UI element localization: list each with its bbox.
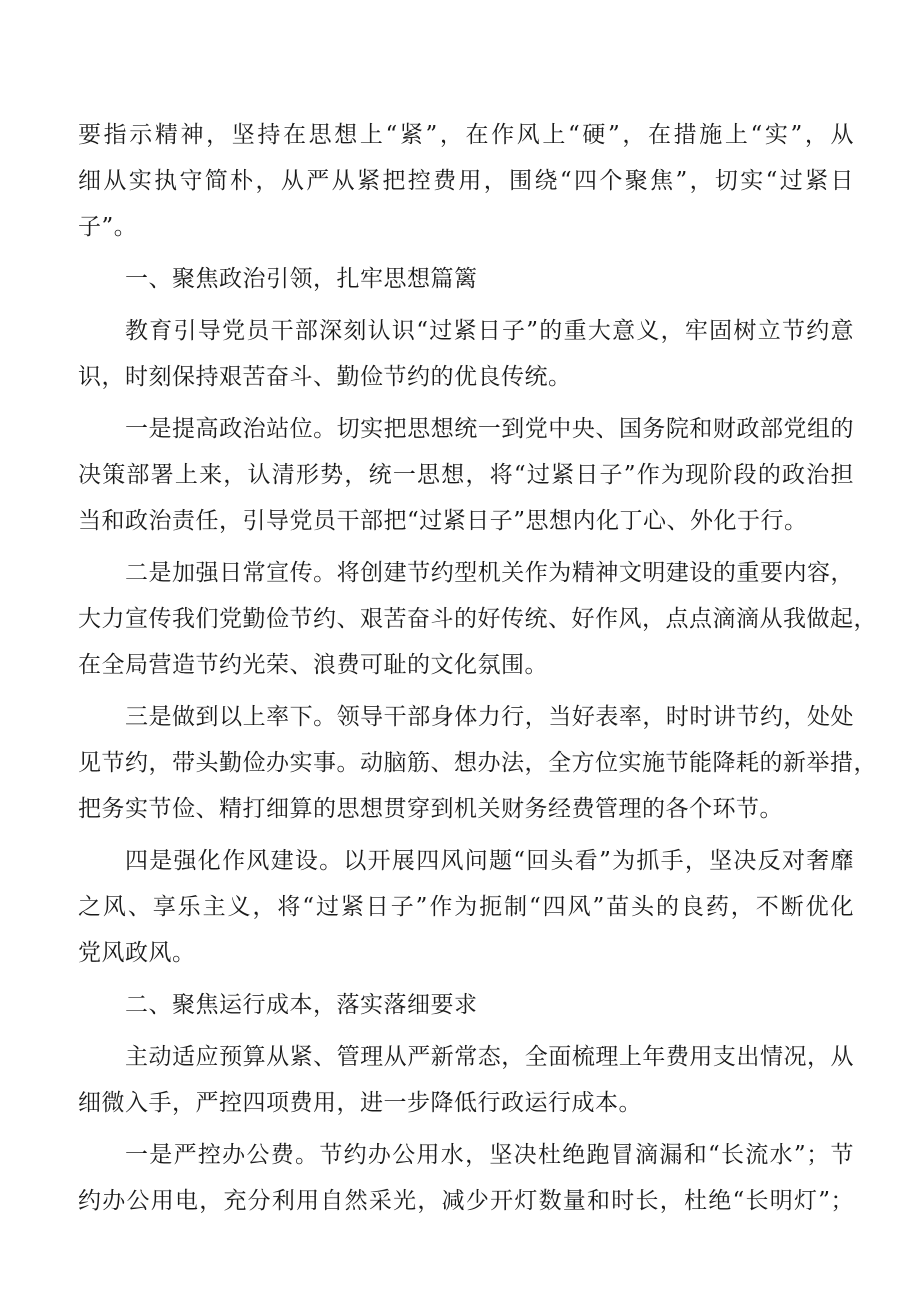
text-line: 之风、享乐主义，将“过紧日子”作为扼制“四风”苗头的良药，不断优化	[78, 894, 854, 920]
paragraph	[78, 1034, 854, 1126]
paragraph	[78, 1132, 854, 1224]
paragraph	[78, 694, 877, 832]
text-line: 决策部署上来，认清形势，统一思想，将“过紧日子”作为现阶段的政治担	[78, 462, 854, 488]
text-line: 当和政治责任，引导党员干部把“过紧日子”思想内化丁心、外化于行。	[78, 508, 808, 534]
text-line: 三是做到以上率下。领导干部身体力行，当好表率，时时讲节约，处处	[125, 704, 854, 730]
section-heading	[78, 982, 854, 1028]
text-line: 党风政风。	[78, 940, 196, 966]
paragraph	[78, 112, 854, 250]
text-line: 识，时刻保持艰苦奋斗、勤俭节约的优良传统。	[78, 364, 572, 390]
document-page	[78, 112, 877, 1230]
text-line: 四是强化作风建设。以开展四风问题“回头看”为抓手，坚决反对奢靡	[125, 848, 854, 874]
section-heading	[78, 256, 854, 302]
text-line: 教育引导党员干部深刻认识“过紧日子”的重大意义，牢固树立节约意	[125, 318, 854, 344]
paragraph	[78, 550, 877, 688]
text-line: 一是提高政治站位。切实把思想统一到党中央、国务院和财政部党组的	[125, 416, 854, 442]
text-line: 一是严控办公费。节约办公用水，坚决杜绝跑冒滴漏和“长流水”；节	[125, 1142, 854, 1168]
heading-text: 一、聚焦政治引领，扎牢思想篇篱	[125, 266, 478, 292]
text-line: 大力宣传我们党勤俭节约、艰苦奋斗的好传统、好作风，点点滴滴从我做起，	[78, 606, 877, 632]
paragraph	[78, 308, 854, 400]
heading-text: 二、聚焦运行成本，落实落细要求	[125, 992, 478, 1018]
text-line: 子”。	[78, 214, 138, 240]
paragraph	[78, 406, 854, 544]
text-line: 要指示精神，坚持在思想上“紧”，在作风上“硬”，在措施上“实”，从	[78, 122, 854, 148]
text-line: 主动适应预算从紧、管理从严新常态，全面梳理上年费用支出情况，从	[125, 1044, 854, 1070]
paragraph	[78, 838, 854, 976]
text-line: 在全局营造节约光荣、浪费可耻的文化氛围。	[78, 652, 548, 678]
text-line: 二是加强日常宣传。将创建节约型机关作为精神文明建设的重要内容，	[125, 560, 854, 586]
text-line: 把务实节俭、精打细算的思想贯穿到机关财务经费管理的各个环节。	[78, 796, 783, 822]
text-line: 见节约，带头勤俭办实事。动脑筋、想办法，全方位实施节能降耗的新举措，	[78, 750, 877, 776]
text-line: 细微入手，严控四项费用，进一步降低行政运行成本。	[78, 1090, 642, 1116]
text-line: 细从实执守简朴，从严从紧把控费用，围绕“四个聚焦”，切实“过紧日	[78, 168, 854, 194]
text-line: 约办公用电，充分利用自然采光，减少开灯数量和时长，杜绝“长明灯”；	[78, 1188, 854, 1214]
